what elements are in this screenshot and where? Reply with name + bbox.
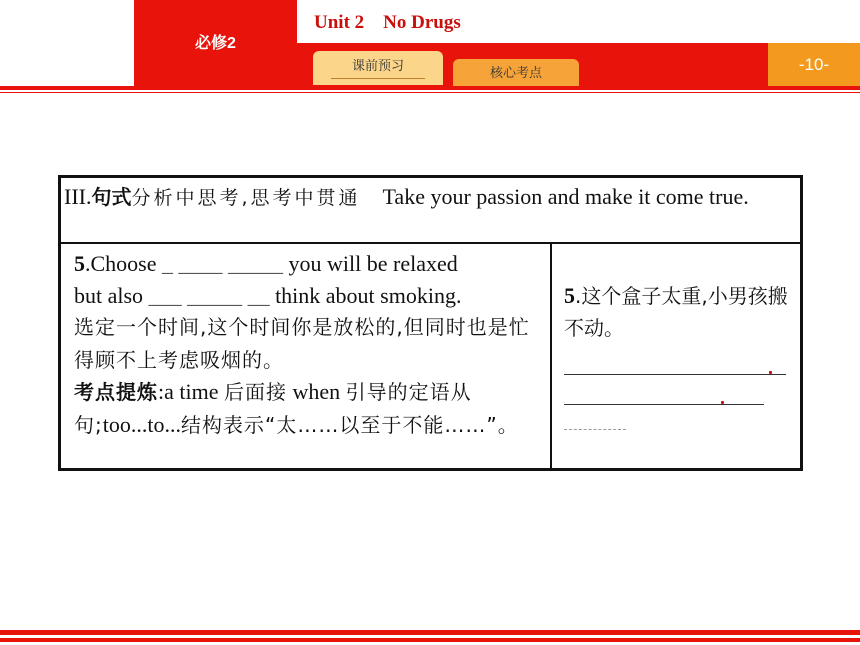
sentence-analysis-table	[58, 175, 803, 471]
footer-line-bottom	[0, 638, 860, 642]
tip-2: 后面接	[223, 380, 287, 404]
answer-line-1[interactable]	[564, 374, 786, 375]
tip-1: :a time	[158, 379, 219, 404]
section-title-bold: 句式	[91, 185, 132, 209]
book-label: 必修2	[195, 35, 236, 52]
page-number: -10-	[768, 43, 860, 86]
answer-mark-1	[769, 371, 772, 374]
section-motto: Take your passion and make it come true.	[382, 184, 749, 209]
tab-preview-label: 课前预习	[351, 58, 404, 73]
practice-zh-text: .这个盒子太重,小男孩搬不动。	[564, 284, 788, 340]
header-divider-thin	[0, 92, 860, 93]
tab-core-points-label: 核心考点	[489, 65, 542, 80]
tab-core-points[interactable]	[453, 59, 579, 86]
answer-mark-2	[721, 401, 724, 404]
tip-5: too...to...	[102, 411, 181, 437]
header-divider	[0, 86, 860, 90]
section-heading	[64, 182, 799, 213]
table-header-row	[61, 178, 800, 244]
item-zh-translation: 选定一个时间,这个时间你是放松的,但同时也是忙得顾不上考虑吸烟的。	[74, 315, 530, 372]
section-title-rest: 分析中思考,思考中贯通	[131, 187, 361, 209]
item-en-1: .Choose	[85, 251, 157, 276]
answer-line-2[interactable]	[564, 404, 764, 405]
item-en-4: think about smoking.	[275, 282, 462, 308]
example-cell	[74, 248, 544, 441]
tip-label: 考点提炼	[74, 380, 158, 404]
tip-3: when	[292, 379, 341, 404]
tip-6: 结构表示“太……以至于不能……”。	[180, 412, 519, 437]
tip-4: 引导的定语从句;	[74, 380, 472, 437]
practice-number: 5	[564, 283, 575, 308]
unit-title: Unit 2 No Drugs	[314, 12, 461, 33]
answer-line-3[interactable]	[564, 429, 626, 430]
fill-blank-1[interactable]: _ ____ _____	[162, 251, 283, 276]
item-number: 5	[74, 251, 85, 276]
fill-blank-2[interactable]: ___ _____ __	[148, 282, 270, 308]
section-roman: III.	[64, 184, 92, 209]
footer-line	[0, 630, 860, 635]
tab-active-underline	[331, 78, 425, 79]
item-en-2: you will be relaxed	[288, 251, 458, 276]
tab-preview[interactable]	[313, 51, 443, 85]
column-divider	[550, 244, 552, 468]
item-en-3: but also	[74, 282, 144, 308]
practice-cell	[564, 280, 794, 344]
